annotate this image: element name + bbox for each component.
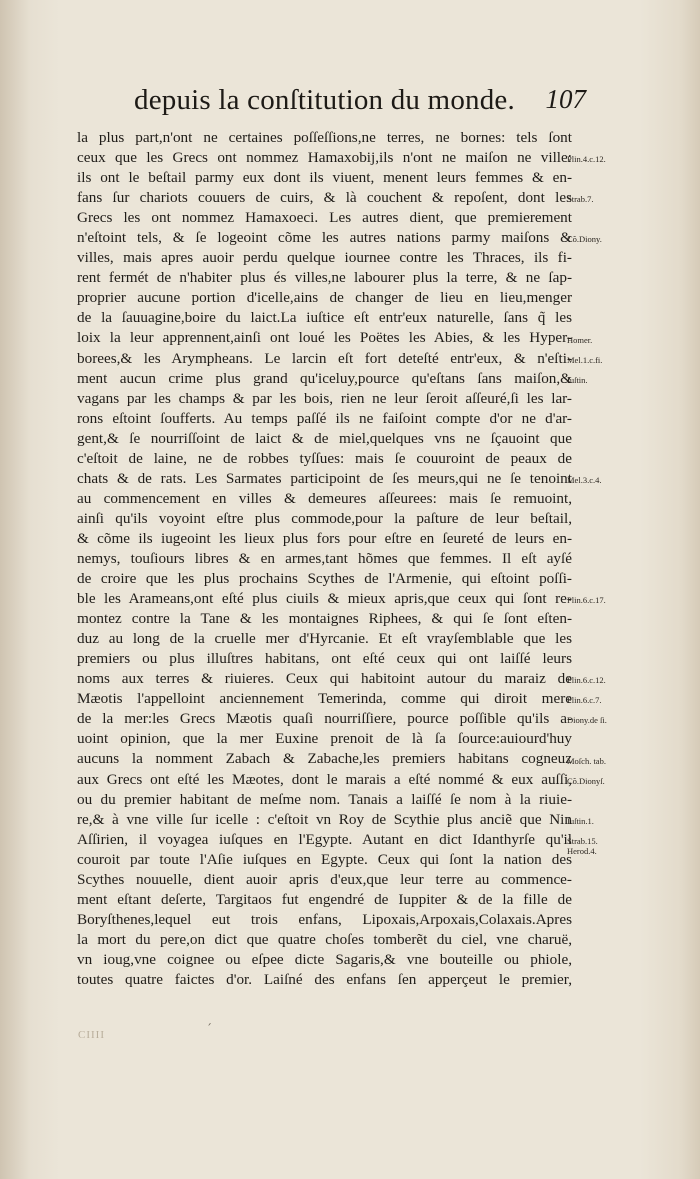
text-line: Mæotis l'appelloint anciennement Temerinda, comme qui diroit mere [77,690,572,708]
margin-note: Moſch. tab. [567,755,606,766]
body-text [77,128,572,990]
text-line: de la mer:les Grecs Mæotis quaſi nourriſſiere, pource poſſible qu'ils a- [77,710,572,728]
text-line: fans ſur chariots couuers de cuirs, & là couchent & repoſent, dont les [77,189,572,207]
text-line: ainſi qu'ils voyoint eſtre plus commode,pour la paſture de leur beſtail, [77,509,572,527]
text-line: vn ioug,vne coignee ou eſpee dicte Sagaris,& vne bouteille ou phiole, [77,950,572,968]
text-line: gent,& ſe nourriſſoint de laict & de miel,quelques vns ne ſçauoint que [77,429,572,447]
text-line: noms aux terres & riuieres. Ceux qui habitoint autour du maraiz de [77,670,572,688]
text-line: villes, mais apres auoir perdu quelque iournee contre les Thraces, ils fi- [77,249,572,267]
text-line: au commencement en villes & demeures aſſeurees: mais ſe remuoint, [77,489,572,507]
text-line: uoint opinion, que la mer Euxine prenoit de là ſa ſource:auiourd'huy [77,730,572,748]
text-line: aux Grecs ont eſté les Mæotes, dont le marais a eſté nommé & eux auſſi, [77,770,572,788]
text-line: & cõme ils iugeoint les lieux plus fors pour eſtre en ſeureté de leurs en- [77,529,572,547]
text-line: ment eſtant deſerte, Targitaos fut engendré de Iuppiter & de la fille de [77,890,572,908]
text-line: nemys, touſiours libres & en armes,tant hõmes que femmes. Il eſt ayſé [77,549,572,567]
text-line: proprier aucune portion d'icelle,ains de changer de lieu en lieu,menger [77,289,572,307]
margin-note: Iuſtin. [567,374,588,385]
text-line: ou du premier habitant de meſme nom. Tanais a laiſſé ſe nom à la riuie- [77,790,572,808]
text-line: Aſſirien, il voyagea iuſques en l'Egypte. Autant en dict Idanthyrſe qu'il [77,830,572,848]
text-line: vagans par les champs & par les bois, rien ne leur ſeroit aſſeuré,ſi les lar- [77,389,572,407]
text-line: Boryſthenes,lequel eut trois enfans, Lipoxais,Arpoxais,Colaxais.Apres [77,910,572,928]
text-line: aucuns la nomment Zabach & Zabache,les premiers habitans cogneuz [77,750,572,768]
text-line: re,& à vne ville ſur icelle : c'eſtoit vn Roy de Scythie plus anciẽ que Nin [77,810,572,828]
text-line: ble les Arameans,ont eſté plus ciuils & mieux apris,que ceux qui ſont re- [77,590,572,608]
text-line: couroit par toute l'Aſie iuſques en Egypte. Ceux qui ſont la nation des [77,850,572,868]
margin-note: Mel.1.c.fi. [567,354,603,365]
margin-note: Plin.6.c.17. [567,595,606,606]
margin-note: Plin.6.c.12. [567,675,606,686]
text-line: duz au long de la cruelle mer d'Hyrcanie. Et eſt vrayſemblable que les [77,630,572,648]
margin-note: Plin.4.c.12. [567,154,606,165]
margin-note: Homer. [567,334,593,345]
text-line: ceux que les Grecs ont nommez Hamaxobij,ils n'ont ne maiſon ne ville: [77,149,572,167]
text-line: Grecs les ont nommez Hamaxoeci. Les autres dient, que premierement [77,209,572,227]
bleed-through-text: CIIII [78,1029,105,1041]
text-line: loix la leur apprennent,ainſi ont loué les Poëtes les Abies, & les Hyper- [77,329,572,347]
text-line: la mort du pere,on dict que quatre choſes tomberẽt du ciel, vne charuë, [77,930,572,948]
text-line: ment aucun crime plus grand qu'iceluy,pource qu'eſtans ſans maiſon,& [77,369,572,387]
text-line: toutes quatre faictes d'or. Laiſné des enfans ſen apperçeut le premier, [77,970,572,988]
text-line: n'eſtoint tels, & ſe logeoint cõme les autres nations parmy maiſons & [77,229,572,247]
text-line: chats & de rats. Les Sarmates participoint de ſes meurs,qui ne ſe tenoint [77,469,572,487]
text-line: Scythes nouuelle, dient auoir apris d'eux,que leur terre au commence- [77,870,572,888]
margin-note: Cõ.Dionyſ. [567,775,605,786]
text-line: borees,& les Arympheans. Le larcin eſt fort deteſté entr'eux, & n'eſti- [77,349,572,367]
margin-note: Herod.4. [567,845,597,856]
text-line: rons eſtoint ſoufferts. Au temps paſſé ils ne faiſoint compte d'or ne d'ar- [77,409,572,427]
margin-note: Strab.15. [567,835,598,846]
text-line: ils ont le beſtail parmy eux dont ils viuent, menent leurs femmes & en- [77,169,572,187]
running-title: depuis la conſtitution du monde. [134,84,515,116]
margin-note: Strab.7. [567,194,594,205]
text-line: de croire que les plus prochains Scythes de l'Armenie, qui eſtoint poſſi- [77,570,572,588]
text-line: premiers ou plus illuſtres habitans, ont eſté ceux qui ont laiſſé leurs [77,650,572,668]
text-line: la plus part,n'ont ne certaines poſſeſſions,ne terres, ne bornes: tels ſont [77,129,572,146]
text-line: rent fermét de n'habiter plus és villes,ne labourer plus la terre, & ne ſap- [77,269,572,287]
text-line: montez contre la Tane & les montaignes Riphees, & qui ſe ſont eſten- [77,610,572,628]
page-header [120,84,586,124]
margin-note: Plin.6.c.7. [567,695,602,706]
page-number: 107 [545,84,586,114]
stray-mark: ˊ [206,1022,212,1036]
margin-note: Diony.de ſi. [567,715,607,726]
margin-note: Cõ.Diony. [567,234,602,245]
margin-note: Iuſtin.1. [567,815,594,826]
margin-note: Mel.3.c.4. [567,474,602,485]
text-line: c'eſtoit de laine, ne de robbes tyſſues: mais ſe couuroint de peaux de [77,449,572,467]
text-line: de la ſauuagine,boire du laict.La iuſtice eſt entr'eux naturelle, ſans q̃ les [77,309,572,327]
